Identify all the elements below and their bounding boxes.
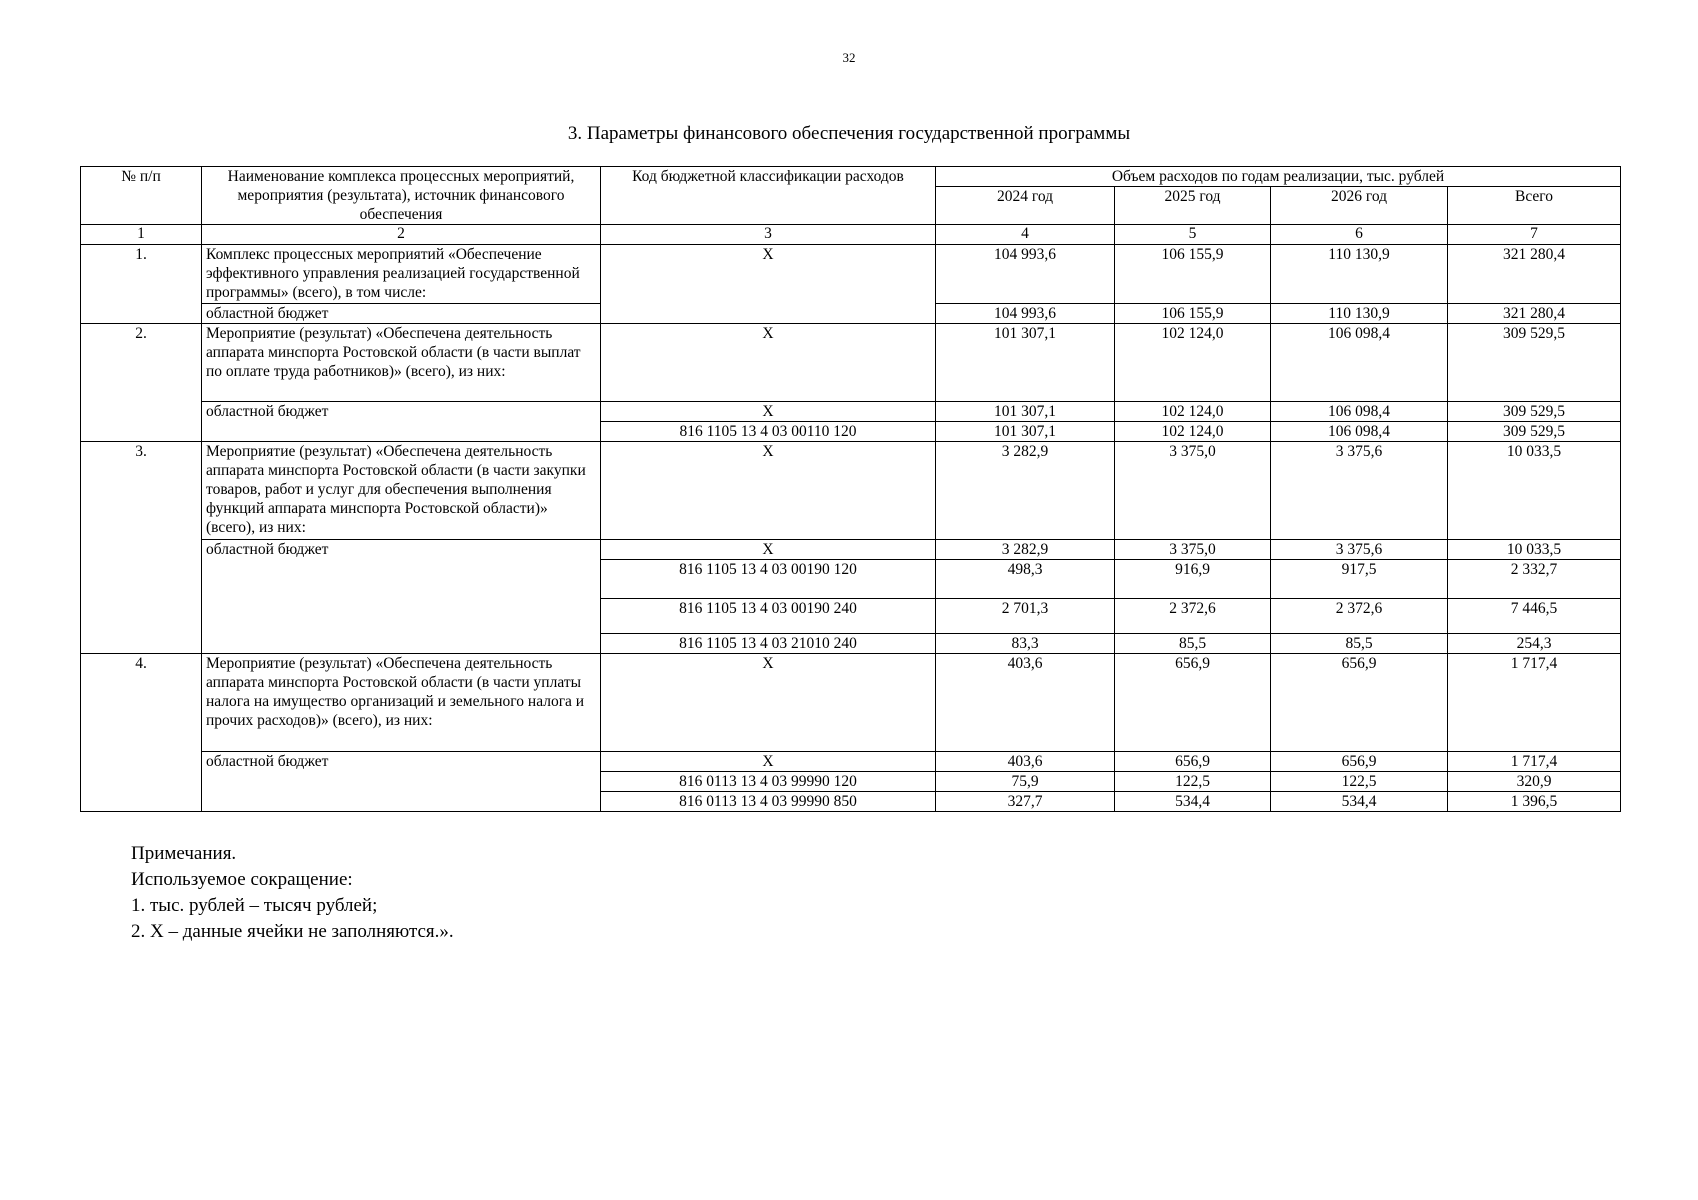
- table-row: [81, 752, 1621, 772]
- row-code: 816 0113 13 4 03 99990 120: [601, 772, 936, 792]
- value-2025: 102 124,0: [1115, 422, 1271, 442]
- value-2025: 2 372,6: [1115, 599, 1271, 634]
- value-2024: 403,6: [936, 752, 1115, 772]
- row-code: X: [601, 752, 936, 772]
- notes-line: 2. X – данные ячейки не заполняются.».: [131, 921, 454, 942]
- value-total: 2 332,7: [1448, 560, 1621, 599]
- row-name: областной бюджет: [202, 402, 601, 442]
- row-code: X: [601, 402, 936, 422]
- value-2024: 83,3: [936, 634, 1115, 654]
- header-2026: 2026 год: [1271, 187, 1448, 225]
- value-2024: 327,7: [936, 792, 1115, 812]
- row-number: 2.: [81, 324, 202, 442]
- value-2025: 656,9: [1115, 654, 1271, 752]
- table-row: [81, 324, 1621, 402]
- value-2026: 85,5: [1271, 634, 1448, 654]
- column-number: 6: [1271, 225, 1448, 245]
- value-2025: 106 155,9: [1115, 245, 1271, 304]
- table-header-row: [81, 167, 1621, 187]
- row-code: X: [601, 324, 936, 402]
- value-total: 10 033,5: [1448, 540, 1621, 560]
- table-row: [81, 654, 1621, 752]
- value-2026: 106 098,4: [1271, 422, 1448, 442]
- column-number: 4: [936, 225, 1115, 245]
- value-2026: 656,9: [1271, 654, 1448, 752]
- column-number: 1: [81, 225, 202, 245]
- row-code: 816 1105 13 4 03 00190 120: [601, 560, 936, 599]
- value-total: 321 280,4: [1448, 245, 1621, 304]
- row-number: 1.: [81, 245, 202, 324]
- value-2024: 2 701,3: [936, 599, 1115, 634]
- value-total: 1 717,4: [1448, 654, 1621, 752]
- value-2026: 534,4: [1271, 792, 1448, 812]
- header-num: № п/п: [81, 167, 202, 225]
- value-2026: 3 375,6: [1271, 442, 1448, 540]
- value-2025: 85,5: [1115, 634, 1271, 654]
- value-total: 254,3: [1448, 634, 1621, 654]
- value-total: 309 529,5: [1448, 422, 1621, 442]
- value-total: 321 280,4: [1448, 304, 1621, 324]
- value-2026: 110 130,9: [1271, 245, 1448, 304]
- value-2026: 917,5: [1271, 560, 1448, 599]
- header-2024: 2024 год: [936, 187, 1115, 225]
- row-code: 816 1105 13 4 03 00190 240: [601, 599, 936, 634]
- page-number: 32: [842, 50, 856, 65]
- value-2026: 106 098,4: [1271, 402, 1448, 422]
- value-2025: 916,9: [1115, 560, 1271, 599]
- notes: [131, 841, 454, 945]
- value-2025: 122,5: [1115, 772, 1271, 792]
- table-row: [81, 442, 1621, 540]
- value-total: 309 529,5: [1448, 402, 1621, 422]
- value-total: 7 446,5: [1448, 599, 1621, 634]
- value-2024: 3 282,9: [936, 442, 1115, 540]
- row-code: 816 0113 13 4 03 99990 850: [601, 792, 936, 812]
- header-2025: 2025 год: [1115, 187, 1271, 225]
- row-number: 4.: [81, 654, 202, 812]
- row-code: 816 1105 13 4 03 00110 120: [601, 422, 936, 442]
- notes-line: Используемое сокращение:: [131, 869, 353, 890]
- table-row: [81, 402, 1621, 422]
- column-number: 7: [1448, 225, 1621, 245]
- value-total: 1 717,4: [1448, 752, 1621, 772]
- value-2026: 656,9: [1271, 752, 1448, 772]
- row-code: X: [601, 442, 936, 540]
- notes-heading: Примечания.: [131, 843, 237, 864]
- row-code: X: [601, 245, 936, 324]
- value-2024: 104 993,6: [936, 304, 1115, 324]
- header-name: Наименование комплекса процессных мероприятий, мероприятия (результата), источник финансового обеспечения: [202, 167, 601, 225]
- row-name: областной бюджет: [202, 540, 601, 654]
- row-code: X: [601, 654, 936, 752]
- row-code: 816 1105 13 4 03 21010 240: [601, 634, 936, 654]
- value-total: 1 396,5: [1448, 792, 1621, 812]
- header-total: Всего: [1448, 187, 1621, 225]
- value-2025: 3 375,0: [1115, 540, 1271, 560]
- column-number: 2: [202, 225, 601, 245]
- column-number: 5: [1115, 225, 1271, 245]
- value-2024: 104 993,6: [936, 245, 1115, 304]
- row-name: Мероприятие (результат) «Обеспечена деятельность аппарата минспорта Ростовской области (в части выплат по оплате труда работников)» (всего), из них:: [202, 324, 601, 402]
- value-2024: 3 282,9: [936, 540, 1115, 560]
- value-2024: 101 307,1: [936, 402, 1115, 422]
- value-2026: 106 098,4: [1271, 324, 1448, 402]
- header-code: Код бюджетной классификации расходов: [601, 167, 936, 225]
- value-2025: 102 124,0: [1115, 324, 1271, 402]
- header-volume: Объем расходов по годам реализации, тыс. рублей: [936, 167, 1621, 187]
- row-name: Комплекс процессных мероприятий «Обеспечение эффективного управления реализацией государственной программы» (всего), в том числе:: [202, 245, 601, 304]
- value-2026: 122,5: [1271, 772, 1448, 792]
- financial-table: [80, 166, 1621, 812]
- value-2025: 656,9: [1115, 752, 1271, 772]
- value-total: 320,9: [1448, 772, 1621, 792]
- value-2024: 403,6: [936, 654, 1115, 752]
- value-2024: 101 307,1: [936, 422, 1115, 442]
- row-name: Мероприятие (результат) «Обеспечена деятельность аппарата минспорта Ростовской области (в части уплаты налога на имущество организаций и земельного налога и прочих расходов)» (всего), из них:: [202, 654, 601, 752]
- value-total: 309 529,5: [1448, 324, 1621, 402]
- value-2026: 3 375,6: [1271, 540, 1448, 560]
- value-2025: 534,4: [1115, 792, 1271, 812]
- table-row: [81, 540, 1621, 560]
- value-2024: 75,9: [936, 772, 1115, 792]
- row-code: X: [601, 540, 936, 560]
- row-name: областной бюджет: [202, 304, 601, 324]
- column-number: 3: [601, 225, 936, 245]
- value-2025: 102 124,0: [1115, 402, 1271, 422]
- page-title: 3. Параметры финансового обеспечения государственной программы: [567, 123, 1131, 144]
- row-name: областной бюджет: [202, 752, 601, 812]
- row-number: 3.: [81, 442, 202, 654]
- row-name: Мероприятие (результат) «Обеспечена деятельность аппарата минспорта Ростовской области (в части закупки товаров, работ и услуг для обеспечения выполнения функций аппарата минспорта Ростовской области)» (всего), из них:: [202, 442, 601, 540]
- table-row: [81, 245, 1621, 304]
- value-2024: 101 307,1: [936, 324, 1115, 402]
- value-2026: 2 372,6: [1271, 599, 1448, 634]
- value-total: 10 033,5: [1448, 442, 1621, 540]
- column-number-row: [81, 225, 1621, 245]
- value-2025: 3 375,0: [1115, 442, 1271, 540]
- value-2026: 110 130,9: [1271, 304, 1448, 324]
- value-2025: 106 155,9: [1115, 304, 1271, 324]
- value-2024: 498,3: [936, 560, 1115, 599]
- notes-line: 1. тыс. рублей – тысяч рублей;: [131, 895, 378, 916]
